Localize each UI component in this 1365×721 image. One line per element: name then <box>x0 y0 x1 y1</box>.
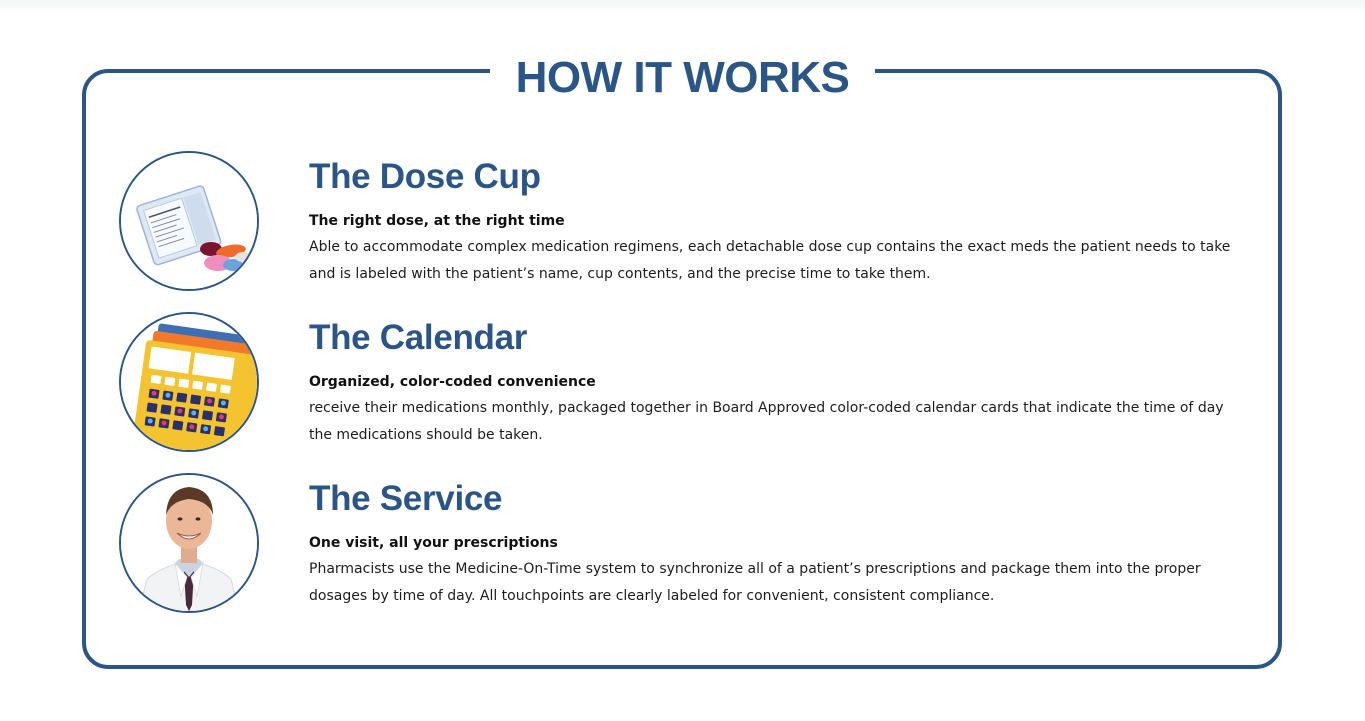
feature-text-dose-cup <box>309 155 1239 288</box>
feature-description: Able to accommodate complex medication regimens, each detachable dose cup contains the exact meds the patient needs to take and is labeled with the patient’s name, cup contents, and the precise time to take them. <box>309 239 1231 282</box>
pharmacist-photo <box>119 473 259 613</box>
feature-description: receive their medications monthly, packaged together in Board Approved color-coded calendar cards that indicate the time of day the medications should be taken. <box>309 400 1224 443</box>
section-title-wrap <box>0 50 1365 106</box>
dose-cup-image <box>119 151 259 291</box>
calendar-card-illustration <box>121 314 257 450</box>
calendar-card-image <box>119 312 259 452</box>
pharmacist-illustration <box>121 475 257 611</box>
feature-text-calendar <box>309 316 1239 449</box>
top-shadow <box>0 0 1365 14</box>
dose-cup-illustration <box>121 153 257 289</box>
feature-text-service <box>309 477 1239 610</box>
feature-heading: The Dose Cup <box>309 157 541 196</box>
feature-subheading: The right dose, at the right time <box>309 213 565 229</box>
feature-heading: The Service <box>309 479 503 518</box>
feature-subheading: Organized, color-coded convenience <box>309 374 596 390</box>
feature-subheading: One visit, all your prescriptions <box>309 535 558 551</box>
feature-description: Pharmacists use the Medicine-On-Time system to synchronize all of a patient’s prescriptions and package them into the proper dosages by time of day. All touchpoints are clearly labeled for convenient, consistent compliance. <box>309 561 1201 604</box>
feature-heading: The Calendar <box>309 318 528 357</box>
section-title: HOW IT WORKS <box>490 50 876 106</box>
